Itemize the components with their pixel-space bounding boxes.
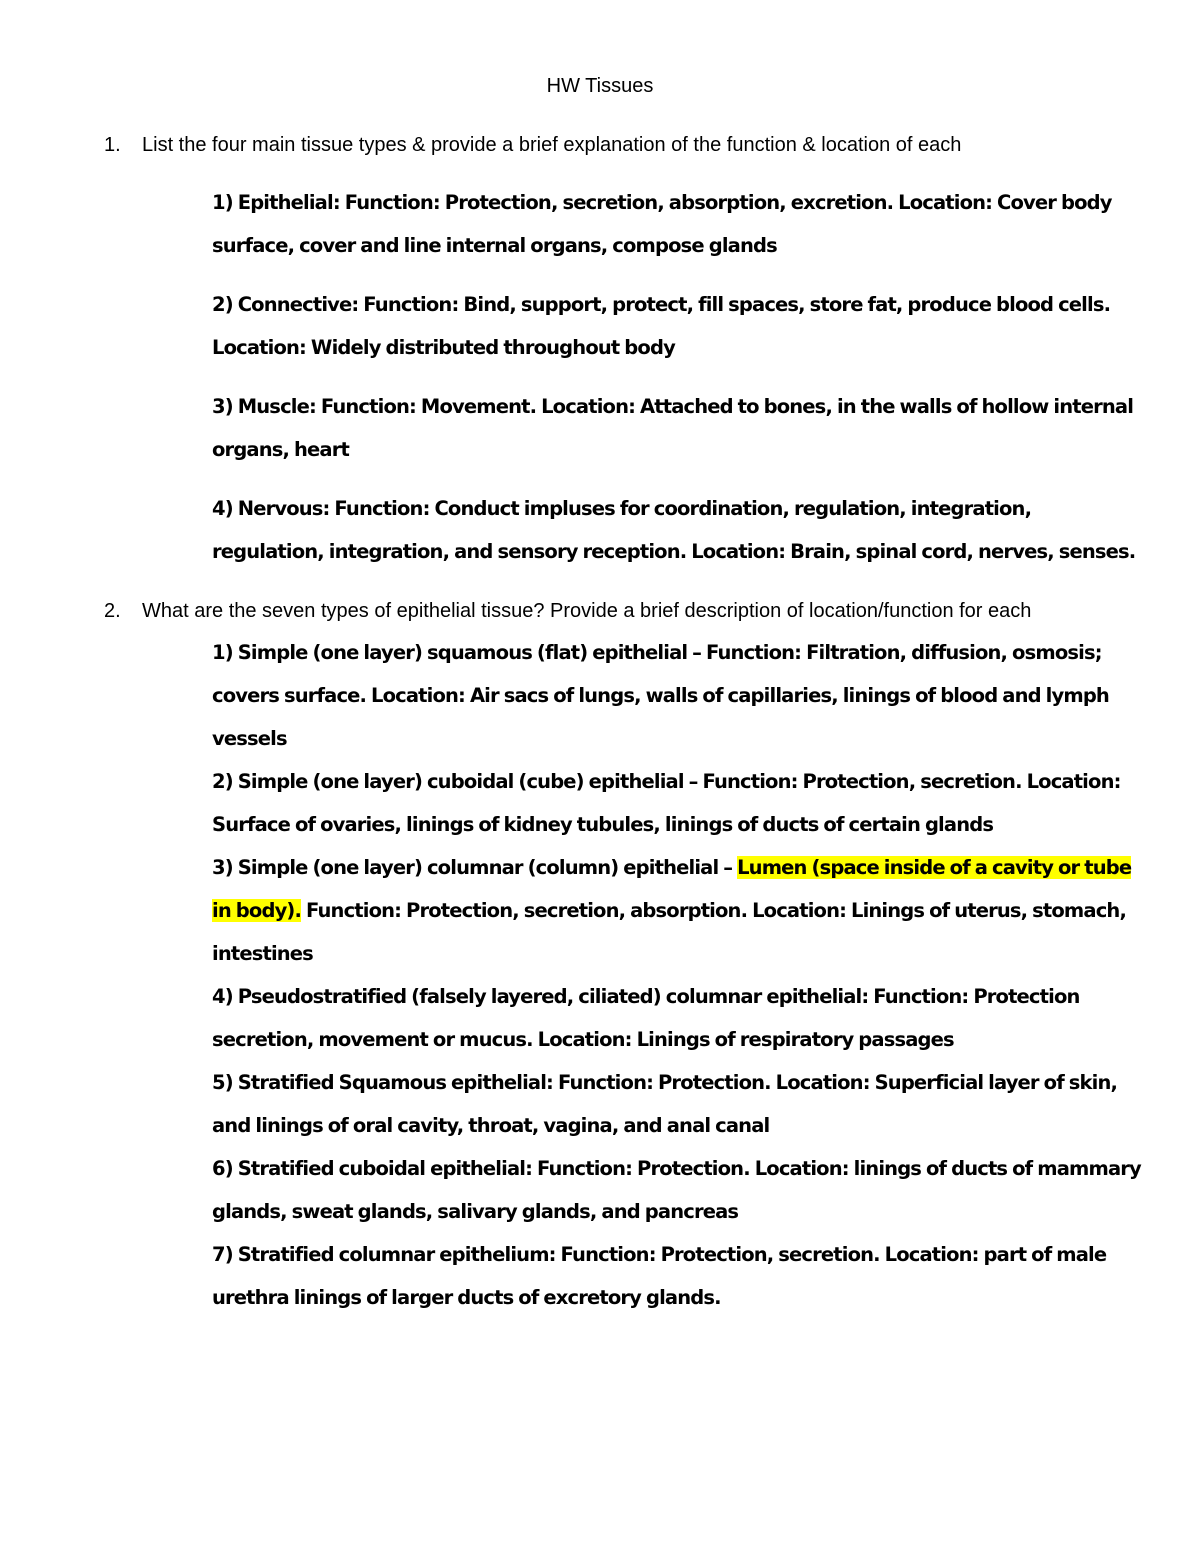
question-1 [104, 131, 961, 159]
question-2-answers [212, 631, 1142, 1319]
question-prompt: List the four main tissue types & provide a brief explanation of the function & location of each [142, 134, 962, 156]
highlighted-text: Lumen (space inside of a cavity or tube in body). [212, 856, 1132, 922]
question-1-answers [212, 181, 1142, 573]
answer-text-before: 3) Simple (one layer) columnar (column) epithelial – [212, 856, 738, 879]
answer-simple-columnar [212, 846, 1142, 975]
question-prompt: What are the seven types of epithelial tissue? Provide a brief description of location/function for each [142, 600, 1032, 622]
answer-epithelial: 1) Epithelial: Function: Protection, secretion, absorption, excretion. Location: Cover body surface, cover and line internal organs, compose glands [212, 191, 1112, 257]
answer-pseudostratified: 4) Pseudostratified (falsely layered, ciliated) columnar epithelial: Function: Protection secretion, movement or mucus. Location: Linings of respiratory passages [212, 985, 1080, 1051]
question-2 [104, 597, 1031, 625]
answer-text-after: Function: Protection, secretion, absorption. Location: Linings of uterus, stomach, intestines [212, 899, 1127, 965]
answer-stratified-columnar: 7) Stratified columnar epithelium: Function: Protection, secretion. Location: part of male urethra linings of larger ducts of excretory glands. [212, 1243, 1107, 1309]
question-number: 1. [104, 134, 121, 156]
answer-stratified-squamous: 5) Stratified Squamous epithelial: Function: Protection. Location: Superficial layer of skin, and linings of oral cavity, throat, vagina, and anal canal [212, 1071, 1118, 1137]
answer-simple-cuboidal: 2) Simple (one layer) cuboidal (cube) epithelial – Function: Protection, secretion. Location: Surface of ovaries, linings of kidney tubules, linings of ducts of certain glands [212, 770, 1121, 836]
answer-stratified-cuboidal: 6) Stratified cuboidal epithelial: Function: Protection. Location: linings of ducts of mammary glands, sweat glands, salivary glands, and pancreas [212, 1157, 1141, 1223]
answer-muscle: 3) Muscle: Function: Movement. Location: Attached to bones, in the walls of hollow internal organs, heart [212, 395, 1134, 461]
document-title: HW Tissues [546, 75, 654, 97]
answer-nervous: 4) Nervous: Function: Conduct impluses for coordination, regulation, integration, regulation, integration, and sensory reception. Location: Brain, spinal cord, nerves, senses. [212, 497, 1136, 563]
question-number: 2. [104, 600, 121, 622]
answer-connective: 2) Connective: Function: Bind, support, protect, fill spaces, store fat, produce blood cells. Location: Widely distributed throughout body [212, 293, 1111, 359]
answer-simple-squamous: 1) Simple (one layer) squamous (flat) epithelial – Function: Filtration, diffusion, osmosis; covers surface. Location: Air sacs of lungs, walls of capillaries, linings of blood and lymph vessels [212, 641, 1109, 750]
